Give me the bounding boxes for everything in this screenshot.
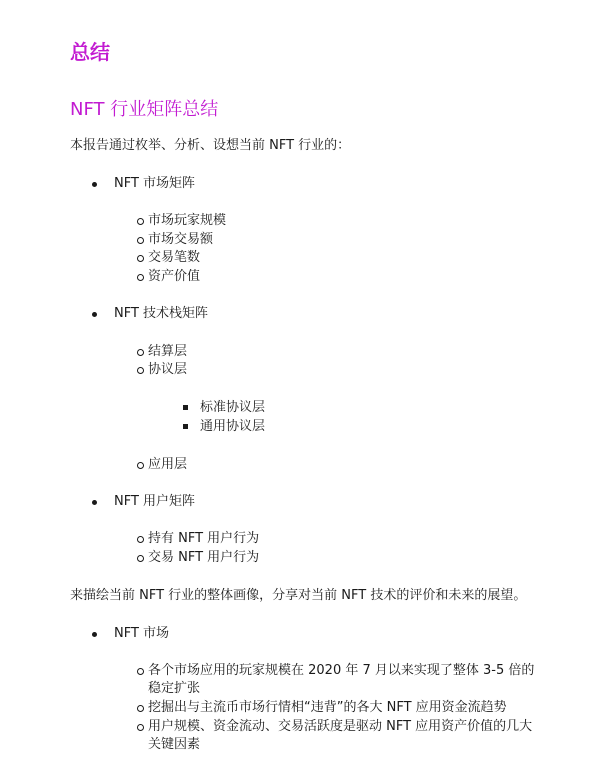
list-item-label: 挖掘出与主流币市场行情相“违背”的各大 NFT 应用资金流趋势 [148, 700, 507, 715]
bullet-dot [92, 632, 97, 637]
list-item [137, 699, 537, 717]
list-item-label: 用户规模、资金流动、交易活跃度是驱动 NFT 应用资产价值的几大关键因素 [148, 719, 533, 752]
circle-bullet-icon [137, 255, 144, 262]
intro-paragraph: 本报告通过枚举、分析、设想当前 NFT 行业的： [70, 138, 351, 153]
list-item-label: 交易笔数 [148, 250, 201, 265]
list-item [137, 268, 557, 286]
bullet-dot [92, 312, 97, 317]
list-item-label: 协议层 [148, 362, 188, 377]
list-item [137, 343, 557, 361]
bullet-dot [92, 500, 97, 505]
list-item [137, 361, 557, 379]
circle-bullet-icon [137, 367, 144, 374]
square-bullet-icon [183, 405, 188, 410]
list-item-label: 持有 NFT 用户行为 [148, 531, 260, 546]
list-item [137, 549, 557, 567]
conclusion-paragraph: 来描绘当前 NFT 行业的整体画像，分享对当前 NFT 技术的评价和未来的展望。 [70, 588, 527, 603]
square-bullet-icon [183, 424, 188, 429]
list-item-label: 交易 NFT 用户行为 [148, 550, 260, 565]
circle-bullet-icon [137, 668, 144, 675]
circle-bullet-icon [137, 237, 144, 244]
circle-bullet-icon [137, 555, 144, 562]
circle-bullet-icon [137, 274, 144, 281]
circle-bullet-icon [137, 536, 144, 543]
list-item [137, 212, 557, 230]
circle-bullet-icon [137, 349, 144, 356]
list-item-label: 结算层 [148, 344, 188, 359]
section-heading: NFT 行业矩阵总结 [70, 99, 219, 120]
bullet-label: NFT 市场矩阵 [114, 176, 196, 191]
list-item [137, 662, 537, 698]
bullet-dot [92, 182, 97, 187]
list-item-label: 市场交易额 [148, 232, 214, 247]
list-item-label: 资产价值 [148, 269, 201, 284]
list-item [137, 456, 557, 474]
circle-bullet-icon [137, 218, 144, 225]
circle-bullet-icon [137, 462, 144, 469]
list-item-label: 市场玩家规模 [148, 213, 227, 228]
circle-bullet-icon [137, 705, 144, 712]
list-item [137, 530, 557, 548]
list-item [137, 231, 557, 249]
list-item [137, 249, 557, 267]
sub-list-item-label: 标准协议层 [200, 400, 266, 415]
sub-list-item-label: 通用协议层 [200, 419, 266, 434]
list-item-label: 应用层 [148, 457, 188, 472]
circle-bullet-icon [137, 724, 144, 731]
bullet-label: NFT 用户矩阵 [114, 494, 196, 509]
bullet-label: NFT 技术栈矩阵 [114, 306, 209, 321]
list-item-label: 各个市场应用的玩家规模在 2020 年 7 月以来实现了整体 3-5 倍的稳定扩张 [148, 663, 535, 696]
page-heading: 总结 [70, 40, 110, 64]
list-item [137, 718, 537, 754]
bullet-label: NFT 市场 [114, 626, 170, 641]
